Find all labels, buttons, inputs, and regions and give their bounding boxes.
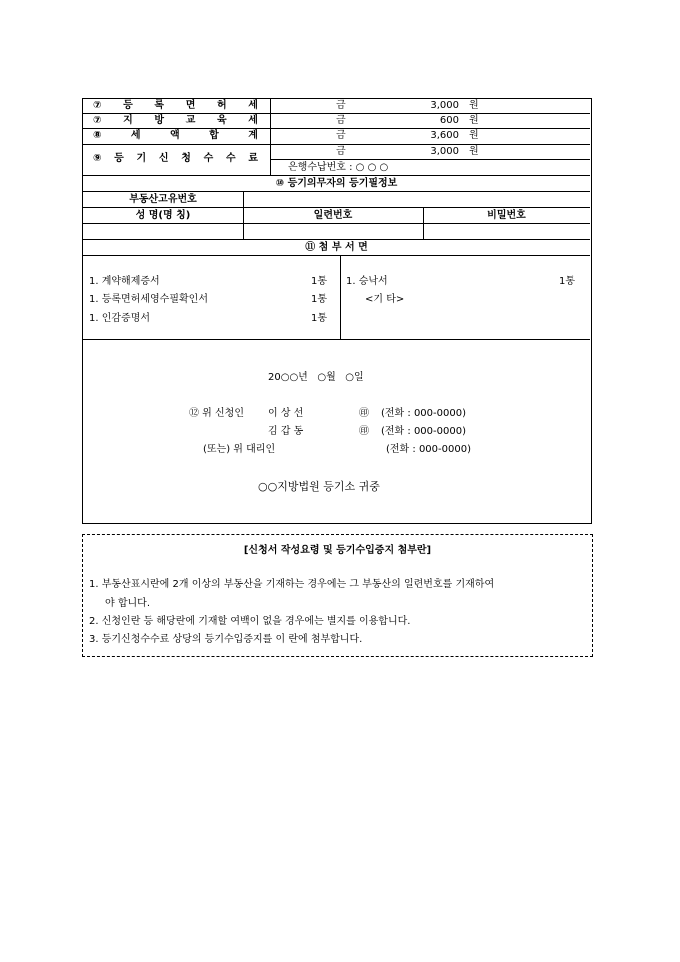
agent-phone: (전화 : 000-0000) — [386, 444, 471, 455]
fee-label-education-tax: ⑦ 지 방 교 육 세 — [93, 115, 258, 126]
agent-label: (또는) 위 대리인 — [203, 444, 276, 455]
fee-prefix: 금 — [336, 115, 346, 126]
attachment-item: 1. 계약해제증서 — [89, 276, 160, 287]
applicant-prefix: ⑫ 위 신청인 — [189, 408, 244, 419]
fee-amount-total-tax: 3,600 — [430, 130, 459, 141]
fee-prefix: 금 — [336, 100, 346, 111]
obligor-info-title: ⑩ 등기의무자의 등기필정보 — [275, 178, 398, 189]
fee-unit: 원 — [469, 146, 479, 157]
fee-unit: 원 — [469, 115, 479, 126]
bank-receipt-number: 은행수납번호 : ○ ○ ○ — [288, 162, 389, 173]
attachment-count: 1통 — [559, 276, 576, 287]
fee-amount-application-fee: 3,000 — [430, 146, 459, 157]
fee-amount-education-tax: 600 — [439, 115, 459, 126]
fee-label-registration-tax: ⑦ 등 록 면 허 세 — [93, 100, 258, 111]
fee-unit: 원 — [469, 100, 479, 111]
fee-prefix: 금 — [336, 130, 346, 141]
guide-item-1-continued: 야 합니다. — [105, 598, 150, 609]
fee-label-total-tax: ⑧ 세 액 합 계 — [93, 130, 258, 141]
attachments-title: ⑪ 첨 부 서 면 — [305, 242, 368, 253]
attachment-count: 1통 — [311, 294, 328, 305]
seal-icon: ㊞ — [359, 426, 369, 437]
other-attachments-label: <기 타> — [365, 294, 405, 305]
guide-title: [신청서 작성요령 및 등기수입증지 첨부란] — [243, 545, 432, 556]
attachment-item: 1. 승낙서 — [346, 276, 388, 287]
password-label: 비밀번호 — [487, 210, 526, 221]
application-form — [82, 98, 592, 524]
applicant-name-1: 이 상 선 — [268, 408, 304, 419]
fee-prefix: 금 — [336, 146, 346, 157]
writing-guide — [82, 534, 593, 657]
property-id-label: 부동산고유번호 — [129, 194, 197, 205]
attachment-count: 1통 — [311, 313, 328, 324]
fee-label-application-fee: ⑨ 등 기 신 청 수 수 료 — [93, 153, 258, 164]
guide-item-1: 1. 부동산표시란에 2개 이상의 부동산을 기재하는 경우에는 그 부동산의 일련번호를 기재하여 — [89, 579, 495, 590]
guide-item-2: 2. 신청인란 등 해당란에 기재할 여백이 없을 경우에는 별지를 이용합니다. — [89, 616, 411, 627]
court-addressee: ○○지방법원 등기소 귀중 — [258, 480, 380, 493]
name-label: 성 명(명 칭) — [135, 210, 191, 221]
applicant-phone-1: (전화 : 000-0000) — [381, 408, 466, 419]
application-date: 20○○년 ○월 ○일 — [268, 372, 364, 383]
applicant-name-2: 김 갑 동 — [268, 426, 304, 437]
serial-number-label: 일련번호 — [313, 210, 353, 221]
seal-icon: ㊞ — [359, 408, 369, 419]
guide-item-3: 3. 등기신청수수료 상당의 등기수입증지를 이 란에 첨부합니다. — [89, 634, 363, 645]
applicant-phone-2: (전화 : 000-0000) — [381, 426, 466, 437]
fee-unit: 원 — [469, 130, 479, 141]
attachment-item: 1. 인감증명서 — [89, 313, 151, 324]
fee-amount-registration-tax: 3,000 — [430, 100, 459, 111]
attachment-item: 1. 등록면허세영수필확인서 — [89, 294, 208, 305]
attachment-count: 1통 — [311, 276, 328, 287]
